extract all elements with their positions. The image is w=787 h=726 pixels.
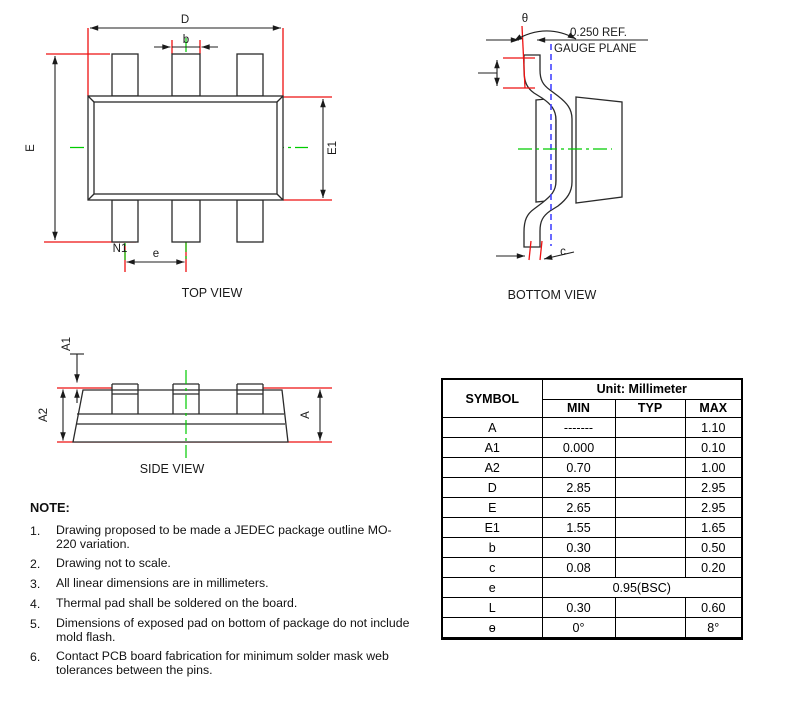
typ-cell [615, 438, 685, 458]
symbol-cell: E1 [442, 518, 542, 538]
gauge-plane-label: GAUGE PLANE [554, 43, 637, 55]
note-number: 6. [30, 650, 41, 664]
dim-label-theta: θ [521, 13, 529, 25]
note-number: 4. [30, 597, 41, 611]
symbol-cell: D [442, 478, 542, 498]
min-cell: 0.30 [542, 598, 615, 618]
table-row [442, 558, 742, 578]
dim-label-A2: A2 [38, 407, 50, 423]
symbol-cell: e [442, 578, 542, 598]
dimension-table [441, 378, 743, 640]
note-number: 2. [30, 557, 41, 571]
dim-label-N1: N1 [112, 243, 128, 255]
max-cell: 1.10 [685, 418, 742, 438]
dimension-table-body [442, 418, 742, 639]
note-text: Drawing proposed to be made a JEDEC package outline MO-220 variation. [56, 523, 392, 551]
typ-cell [615, 538, 685, 558]
max-cell: 1.00 [685, 458, 742, 478]
table-row [442, 518, 742, 538]
note-text: Drawing not to scale. [56, 556, 171, 570]
symbol-cell: A [442, 418, 542, 438]
typ-cell [615, 478, 685, 498]
dim-label-A1: A1 [61, 336, 73, 352]
max-cell: 0.50 [685, 538, 742, 558]
min-cell: 0.70 [542, 458, 615, 478]
min-cell: 0.08 [542, 558, 615, 578]
max-cell: 1.65 [685, 518, 742, 538]
top-view-drawing [20, 10, 350, 282]
min-cell: 0.000 [542, 438, 615, 458]
table-row [442, 538, 742, 558]
table-row [442, 438, 742, 458]
dim-label-E: E [25, 144, 37, 152]
table-row [442, 418, 742, 438]
min-header: MIN [542, 400, 615, 418]
note-item [30, 650, 426, 677]
symbol-header: SYMBOL [442, 379, 542, 418]
note-item [30, 617, 426, 644]
table-row [442, 478, 742, 498]
dim-label-e: e [152, 248, 160, 260]
note-number: 1. [30, 524, 41, 538]
ref-label: 0.250 REF. [570, 27, 627, 39]
typ-cell [615, 618, 685, 639]
typ-cell [615, 598, 685, 618]
dim-label-D: D [180, 14, 190, 26]
typ-cell [615, 418, 685, 438]
typ-cell [615, 498, 685, 518]
min-cell: 0.30 [542, 538, 615, 558]
table-row [442, 578, 742, 598]
max-cell: 2.95 [685, 498, 742, 518]
span-value-cell: 0.95(BSC) [542, 578, 742, 598]
notes-title: NOTE: [30, 500, 70, 515]
symbol-cell: L [442, 598, 542, 618]
note-item [30, 524, 426, 551]
max-cell: 0.10 [685, 438, 742, 458]
side-view-label: SIDE VIEW [139, 462, 205, 476]
max-cell: 8° [685, 618, 742, 639]
bottom-view-label: BOTTOM VIEW [507, 288, 597, 302]
side-view-drawing [20, 320, 350, 480]
bottom-view-package-body [536, 97, 622, 203]
top-view-label: TOP VIEW [181, 286, 243, 300]
min-cell: ------- [542, 418, 615, 438]
top-view-package-body [88, 96, 283, 200]
notes-list [30, 524, 426, 677]
note-number: 5. [30, 617, 41, 631]
typ-header: TYP [615, 400, 685, 418]
symbol-cell: E [442, 498, 542, 518]
min-cell: 0° [542, 618, 615, 639]
table-row [442, 618, 742, 639]
typ-cell [615, 558, 685, 578]
symbol-cell: A1 [442, 438, 542, 458]
dim-label-b: b [182, 34, 190, 46]
note-text: Contact PCB board fabrication for minimum solder mask web tolerances between the pins. [56, 649, 389, 677]
notes-section [30, 500, 426, 683]
dim-label-c: c [560, 246, 566, 258]
table-row [442, 498, 742, 518]
note-number: 3. [30, 577, 41, 591]
min-cell: 1.55 [542, 518, 615, 538]
symbol-cell: A2 [442, 458, 542, 478]
symbol-cell: ɵ [442, 618, 542, 639]
max-cell: 0.20 [685, 558, 742, 578]
dim-label-E1: E1 [327, 140, 339, 156]
symbol-cell: b [442, 538, 542, 558]
note-text: Thermal pad shall be soldered on the board. [56, 596, 298, 610]
symbol-cell: c [442, 558, 542, 578]
note-text: All linear dimensions are in millimeters. [56, 576, 269, 590]
note-item [30, 557, 426, 571]
note-item [30, 577, 426, 591]
table-row [442, 458, 742, 478]
max-cell: 2.95 [685, 478, 742, 498]
typ-cell [615, 518, 685, 538]
min-cell: 2.85 [542, 478, 615, 498]
typ-cell [615, 458, 685, 478]
table-row [442, 598, 742, 618]
min-cell: 2.65 [542, 498, 615, 518]
side-view-package-body [73, 390, 288, 442]
bottom-view-drawing [470, 10, 680, 290]
note-item [30, 597, 426, 611]
max-header: MAX [685, 400, 742, 418]
dim-label-A: A [300, 411, 312, 419]
note-text: Dimensions of exposed pad on bottom of package do not include mold flash. [56, 616, 410, 644]
max-cell: 0.60 [685, 598, 742, 618]
unit-header: Unit: Millimeter [542, 379, 742, 400]
